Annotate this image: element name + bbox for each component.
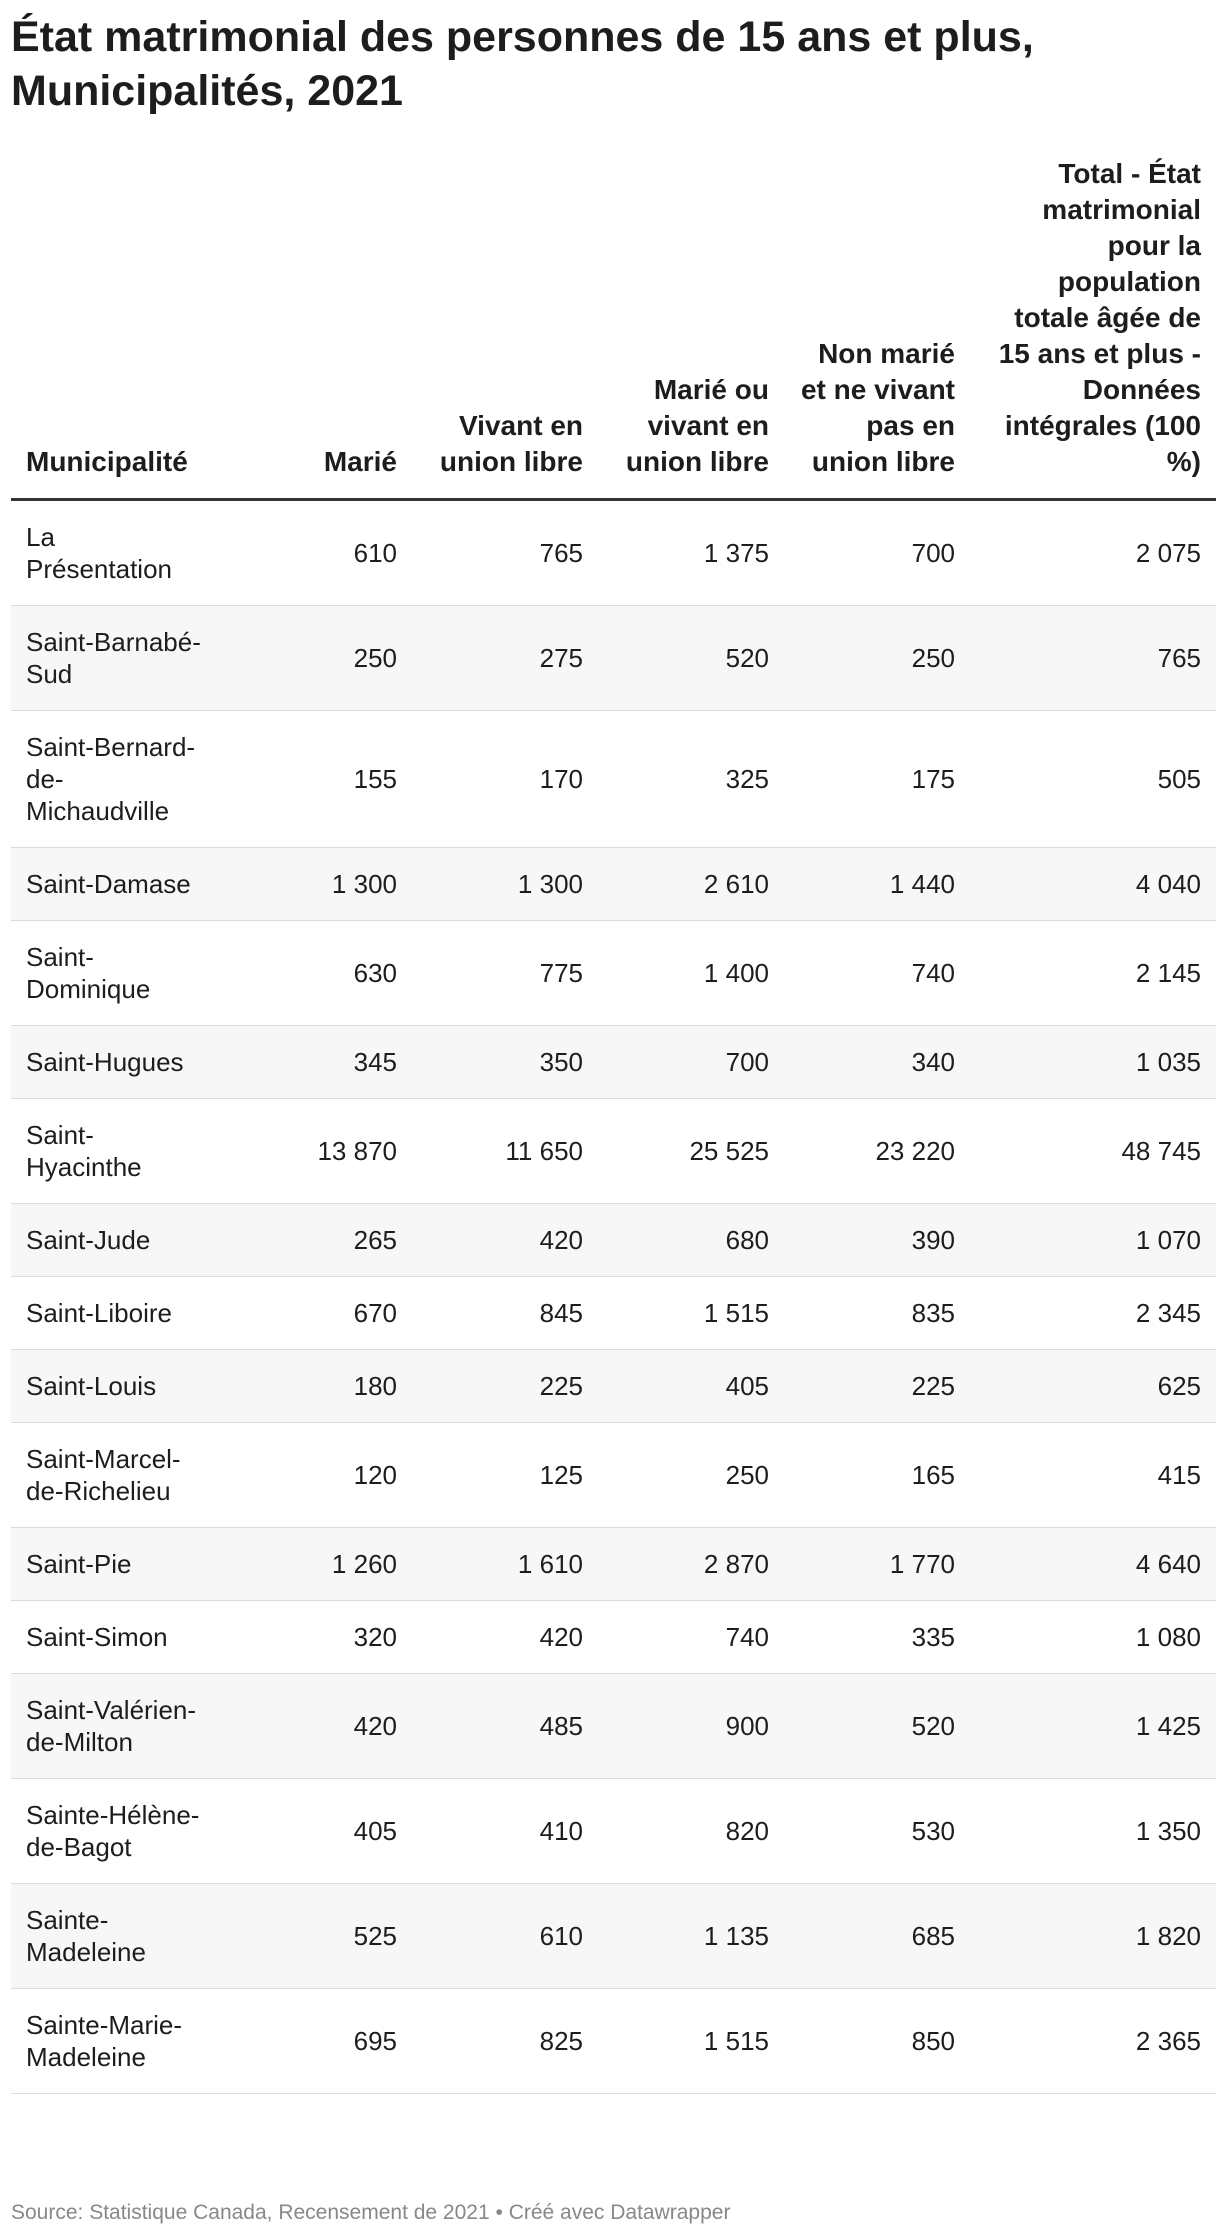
column-header-non-marie[interactable]: Non marié et ne vivant pas en union libre: [784, 156, 970, 500]
cell-marie-ou-union-libre: 1 515: [598, 1989, 784, 2094]
cell-total: 2 075: [970, 500, 1216, 606]
cell-marie-ou-union-libre: 2 870: [598, 1528, 784, 1601]
cell-total: 4 040: [970, 848, 1216, 921]
cell-total: 2 345: [970, 1277, 1216, 1350]
cell-marie-ou-union-libre: 820: [598, 1779, 784, 1884]
table-row: [11, 1350, 1216, 1423]
cell-non-marie: 1 440: [784, 848, 970, 921]
footer-separator: •: [489, 2201, 509, 2224]
cell-non-marie: 1 770: [784, 1528, 970, 1601]
cell-municipalite: Saint-Pie: [11, 1528, 211, 1601]
cell-union-libre: 225: [412, 1350, 598, 1423]
cell-marie-ou-union-libre: 900: [598, 1674, 784, 1779]
cell-municipalite: Saint-Bernard-de-Michaudville: [11, 711, 211, 848]
cell-union-libre: 275: [412, 606, 598, 711]
table-row: [11, 1026, 1216, 1099]
cell-union-libre: 845: [412, 1277, 598, 1350]
cell-marie: 180: [211, 1350, 412, 1423]
cell-marie: 320: [211, 1601, 412, 1674]
cell-marie-ou-union-libre: 740: [598, 1601, 784, 1674]
cell-non-marie: 685: [784, 1884, 970, 1989]
cell-municipalite: La Présentation: [11, 500, 211, 606]
column-header-total[interactable]: Total - État matrimonial pour la population totale âgée de 15 ans et plus - Données intégrales (100 %): [970, 156, 1216, 500]
column-header-municipalite[interactable]: Municipalité: [11, 156, 211, 500]
cell-non-marie: 340: [784, 1026, 970, 1099]
cell-municipalite: Saint-Liboire: [11, 1277, 211, 1350]
table-row: [11, 1884, 1216, 1989]
table-row: [11, 1423, 1216, 1528]
cell-union-libre: 610: [412, 1884, 598, 1989]
cell-union-libre: 1 300: [412, 848, 598, 921]
cell-union-libre: 125: [412, 1423, 598, 1528]
cell-municipalite: Saint-Simon: [11, 1601, 211, 1674]
cell-non-marie: 23 220: [784, 1099, 970, 1204]
data-table: [11, 156, 1216, 2094]
cell-municipalite: Saint-Hyacinthe: [11, 1099, 211, 1204]
table-row: [11, 1989, 1216, 2094]
table-row: [11, 606, 1216, 711]
footer-note: [11, 2200, 730, 2226]
cell-municipalite: Saint-Damase: [11, 848, 211, 921]
cell-non-marie: 850: [784, 1989, 970, 2094]
cell-union-libre: 420: [412, 1204, 598, 1277]
table-row: [11, 1099, 1216, 1204]
cell-total: 48 745: [970, 1099, 1216, 1204]
table-row: [11, 500, 1216, 606]
table-row: [11, 1779, 1216, 1884]
cell-marie-ou-union-libre: 25 525: [598, 1099, 784, 1204]
header-row: [11, 156, 1216, 500]
cell-union-libre: 1 610: [412, 1528, 598, 1601]
column-header-union-libre[interactable]: Vivant en union libre: [412, 156, 598, 500]
table-row: [11, 921, 1216, 1026]
cell-total: 2 145: [970, 921, 1216, 1026]
table-row: [11, 1277, 1216, 1350]
cell-non-marie: 225: [784, 1350, 970, 1423]
cell-total: 625: [970, 1350, 1216, 1423]
cell-non-marie: 390: [784, 1204, 970, 1277]
table-body: [11, 500, 1216, 2094]
cell-marie: 670: [211, 1277, 412, 1350]
cell-marie: 13 870: [211, 1099, 412, 1204]
cell-marie: 1 260: [211, 1528, 412, 1601]
cell-total: 2 365: [970, 1989, 1216, 2094]
cell-union-libre: 485: [412, 1674, 598, 1779]
cell-municipalite: Saint-Valérien-de-Milton: [11, 1674, 211, 1779]
cell-marie-ou-union-libre: 700: [598, 1026, 784, 1099]
cell-municipalite: Saint-Jude: [11, 1204, 211, 1277]
cell-non-marie: 835: [784, 1277, 970, 1350]
cell-marie-ou-union-libre: 1 515: [598, 1277, 784, 1350]
cell-total: 1 350: [970, 1779, 1216, 1884]
cell-union-libre: 765: [412, 500, 598, 606]
cell-marie: 525: [211, 1884, 412, 1989]
cell-marie: 695: [211, 1989, 412, 2094]
cell-marie: 345: [211, 1026, 412, 1099]
cell-marie-ou-union-libre: 250: [598, 1423, 784, 1528]
table-header: [11, 156, 1216, 500]
table-row: [11, 1204, 1216, 1277]
cell-municipalite: Saint-Hugues: [11, 1026, 211, 1099]
source-text: Source: Statistique Canada, Recensement de 2021: [11, 2201, 490, 2224]
cell-municipalite: Sainte-Madeleine: [11, 1884, 211, 1989]
cell-total: 1 035: [970, 1026, 1216, 1099]
cell-marie: 420: [211, 1674, 412, 1779]
table-row: [11, 1528, 1216, 1601]
cell-municipalite: Saint-Dominique: [11, 921, 211, 1026]
cell-union-libre: 410: [412, 1779, 598, 1884]
cell-union-libre: 420: [412, 1601, 598, 1674]
cell-total: 1 820: [970, 1884, 1216, 1989]
table-row: [11, 711, 1216, 848]
column-header-marie-ou-union-libre[interactable]: Marié ou vivant en union libre: [598, 156, 784, 500]
cell-marie-ou-union-libre: 325: [598, 711, 784, 848]
credit-link[interactable]: Créé avec Datawrapper: [508, 2201, 731, 2224]
cell-municipalite: Sainte-Marie-Madeleine: [11, 1989, 211, 2094]
cell-municipalite: Saint-Barnabé-Sud: [11, 606, 211, 711]
cell-marie: 610: [211, 500, 412, 606]
table-row: [11, 848, 1216, 921]
cell-non-marie: 335: [784, 1601, 970, 1674]
cell-marie-ou-union-libre: 2 610: [598, 848, 784, 921]
cell-non-marie: 740: [784, 921, 970, 1026]
cell-total: 415: [970, 1423, 1216, 1528]
cell-union-libre: 350: [412, 1026, 598, 1099]
cell-municipalite: Sainte-Hélène-de-Bagot: [11, 1779, 211, 1884]
cell-municipalite: Saint-Marcel-de-Richelieu: [11, 1423, 211, 1528]
cell-marie-ou-union-libre: 1 135: [598, 1884, 784, 1989]
cell-marie: 630: [211, 921, 412, 1026]
cell-total: 765: [970, 606, 1216, 711]
cell-total: 1 070: [970, 1204, 1216, 1277]
cell-union-libre: 775: [412, 921, 598, 1026]
cell-non-marie: 530: [784, 1779, 970, 1884]
cell-union-libre: 825: [412, 1989, 598, 2094]
cell-marie: 265: [211, 1204, 412, 1277]
table-row: [11, 1601, 1216, 1674]
cell-union-libre: 11 650: [412, 1099, 598, 1204]
cell-marie: 155: [211, 711, 412, 848]
cell-non-marie: 165: [784, 1423, 970, 1528]
cell-non-marie: 175: [784, 711, 970, 848]
cell-marie-ou-union-libre: 1 375: [598, 500, 784, 606]
cell-non-marie: 520: [784, 1674, 970, 1779]
cell-marie-ou-union-libre: 1 400: [598, 921, 784, 1026]
cell-marie: 120: [211, 1423, 412, 1528]
cell-total: 505: [970, 711, 1216, 848]
cell-marie: 250: [211, 606, 412, 711]
cell-total: 4 640: [970, 1528, 1216, 1601]
column-header-marie[interactable]: Marié: [211, 156, 412, 500]
cell-municipalite: Saint-Louis: [11, 1350, 211, 1423]
chart-title: État matrimonial des personnes de 15 ans et plus, Municipalités, 2021: [11, 13, 1034, 115]
cell-non-marie: 700: [784, 500, 970, 606]
cell-marie-ou-union-libre: 520: [598, 606, 784, 711]
cell-marie-ou-union-libre: 680: [598, 1204, 784, 1277]
cell-total: 1 425: [970, 1674, 1216, 1779]
table-row: [11, 1674, 1216, 1779]
cell-marie-ou-union-libre: 405: [598, 1350, 784, 1423]
cell-union-libre: 170: [412, 711, 598, 848]
cell-non-marie: 250: [784, 606, 970, 711]
cell-total: 1 080: [970, 1601, 1216, 1674]
cell-marie: 405: [211, 1779, 412, 1884]
cell-marie: 1 300: [211, 848, 412, 921]
